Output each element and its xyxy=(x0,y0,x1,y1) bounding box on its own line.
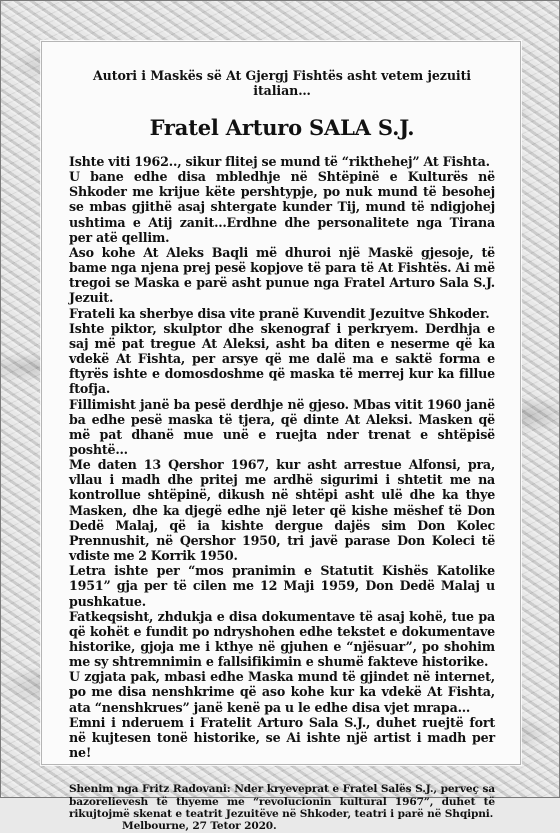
body-paragraph: Ishte piktor, skulptor dhe skenograf i perkryem. Derdhja e saj më pat tregue At Aleksi, asht ba diten e neserme që ka vdekë At Fishta, per arsye që me dalë ma e saktë forma e ftyrës ishte e domosdoshme që maska të merrej kur ka fillue ftofja. xyxy=(69,320,495,397)
body-paragraph: Emni i nderuem i Fratelit Arturo Sala S.J., duhet ruejtë fort në kujtesen tonë historike, se Ai ishte një artist i madh per ne! xyxy=(69,714,495,761)
body-paragraph: Letra ishte per “mos pranimin e Statutit Kishës Katolike 1951” gja per të cilen me 12 Maji 1959, Don Dedë Malaj u pushkatue. xyxy=(69,563,495,609)
body-paragraph: Frateli ka sherbye disa vite pranë Kuvendit Jezuitve Shkoder. xyxy=(69,305,490,321)
document-title: Fratel Arturo SALA S.J. xyxy=(149,115,415,140)
body-paragraph: Fatkeqsisht, zhdukja e disa dokumentave të asaj kohë, tue pa që kohët e fundit po ndryshohen edhe tekstet e dokumentave historike, gjoja me i kthye në gjuhen e “njësuar”, po shohim me sy shtremnimin e fallsifikimin e shumë fakteve historike. xyxy=(69,608,495,670)
body-paragraph: Me daten 13 Qershor 1967, kur asht arrestue Alfonsi, pra, vllau i madh dhe pritej me ardhë sigurimi i shtetit me na kontrollue shtëpinë, dikush në shtëpi asht ulë dhe ka thye Masken, dhe ka djegë edhe një leter që kishe mëshef të Don Dedë Malaj, që ia kishte dergue dajës sim Don Kolec Prennushit, në Qershor 1950, tri javë parase Don Koleci të vdiste me 2 Korrik 1950. xyxy=(69,457,495,564)
body-paragraph: Ishte viti 1962.., sikur flitej se mund të “rikthehej” At Fishta. xyxy=(69,154,490,169)
document-sheet xyxy=(41,41,521,833)
author-note-date: Melbourne, 27 Tetor 2020. xyxy=(122,820,277,833)
body-paragraph: U bane edhe disa mbledhje në Shtëpinë e Kulturës në Shkoder me krijue këte pershtypje, po nuk mund të besohej se mbas gjithë asaj shtergate kunder Tij, mund të ndigjohej ushtima e Atij zanit…Erdhne dhe personalitete nga Tirana per atë qellim. xyxy=(69,169,495,245)
author-note xyxy=(69,783,495,833)
document-body xyxy=(69,154,495,760)
author-note-text: Shenim nga Fritz Radovani: Nder kryeveprat e Fratel Salës S.J., perveç sa bazorelievesh të thyeme me “revolucionin kultural 1967”, duhet të rikujtojmë skenat e teatrit Jezuitëve në Shkoder, teatri i parë në Shqipni. xyxy=(69,783,495,821)
body-paragraph: U zgjata pak, mbasi edhe Maska mund të gjindet në internet, po me disa nenshkrime që aso kohe kur ka vdekë At Fishta, ata “nenshkrues” janë kenë pa u le edhe disa vjet mrapa… xyxy=(69,669,495,715)
body-paragraph: Fillimisht janë ba pesë derdhje në gjeso. Mbas vitit 1960 janë ba edhe pesë maska të tjera, që dinte At Aleksi. Masken që më pat dhanë mue unë e ruejta nder trenat e shtëpisë poshtë… xyxy=(69,396,495,457)
document-header: Autori i Maskës së At Gjergj Fishtës asht vetem jezuiti italian… xyxy=(93,68,471,98)
body-paragraph: Aso kohe At Aleks Baqli më dhuroi një Maskë gjesoje, të bame nga njena prej pesë kopjove të para të At Fishtës. Ai më tregoi se Maska e parë asht punue nga Fratel Arturo Sala S.J. Jezuit. xyxy=(69,244,495,306)
